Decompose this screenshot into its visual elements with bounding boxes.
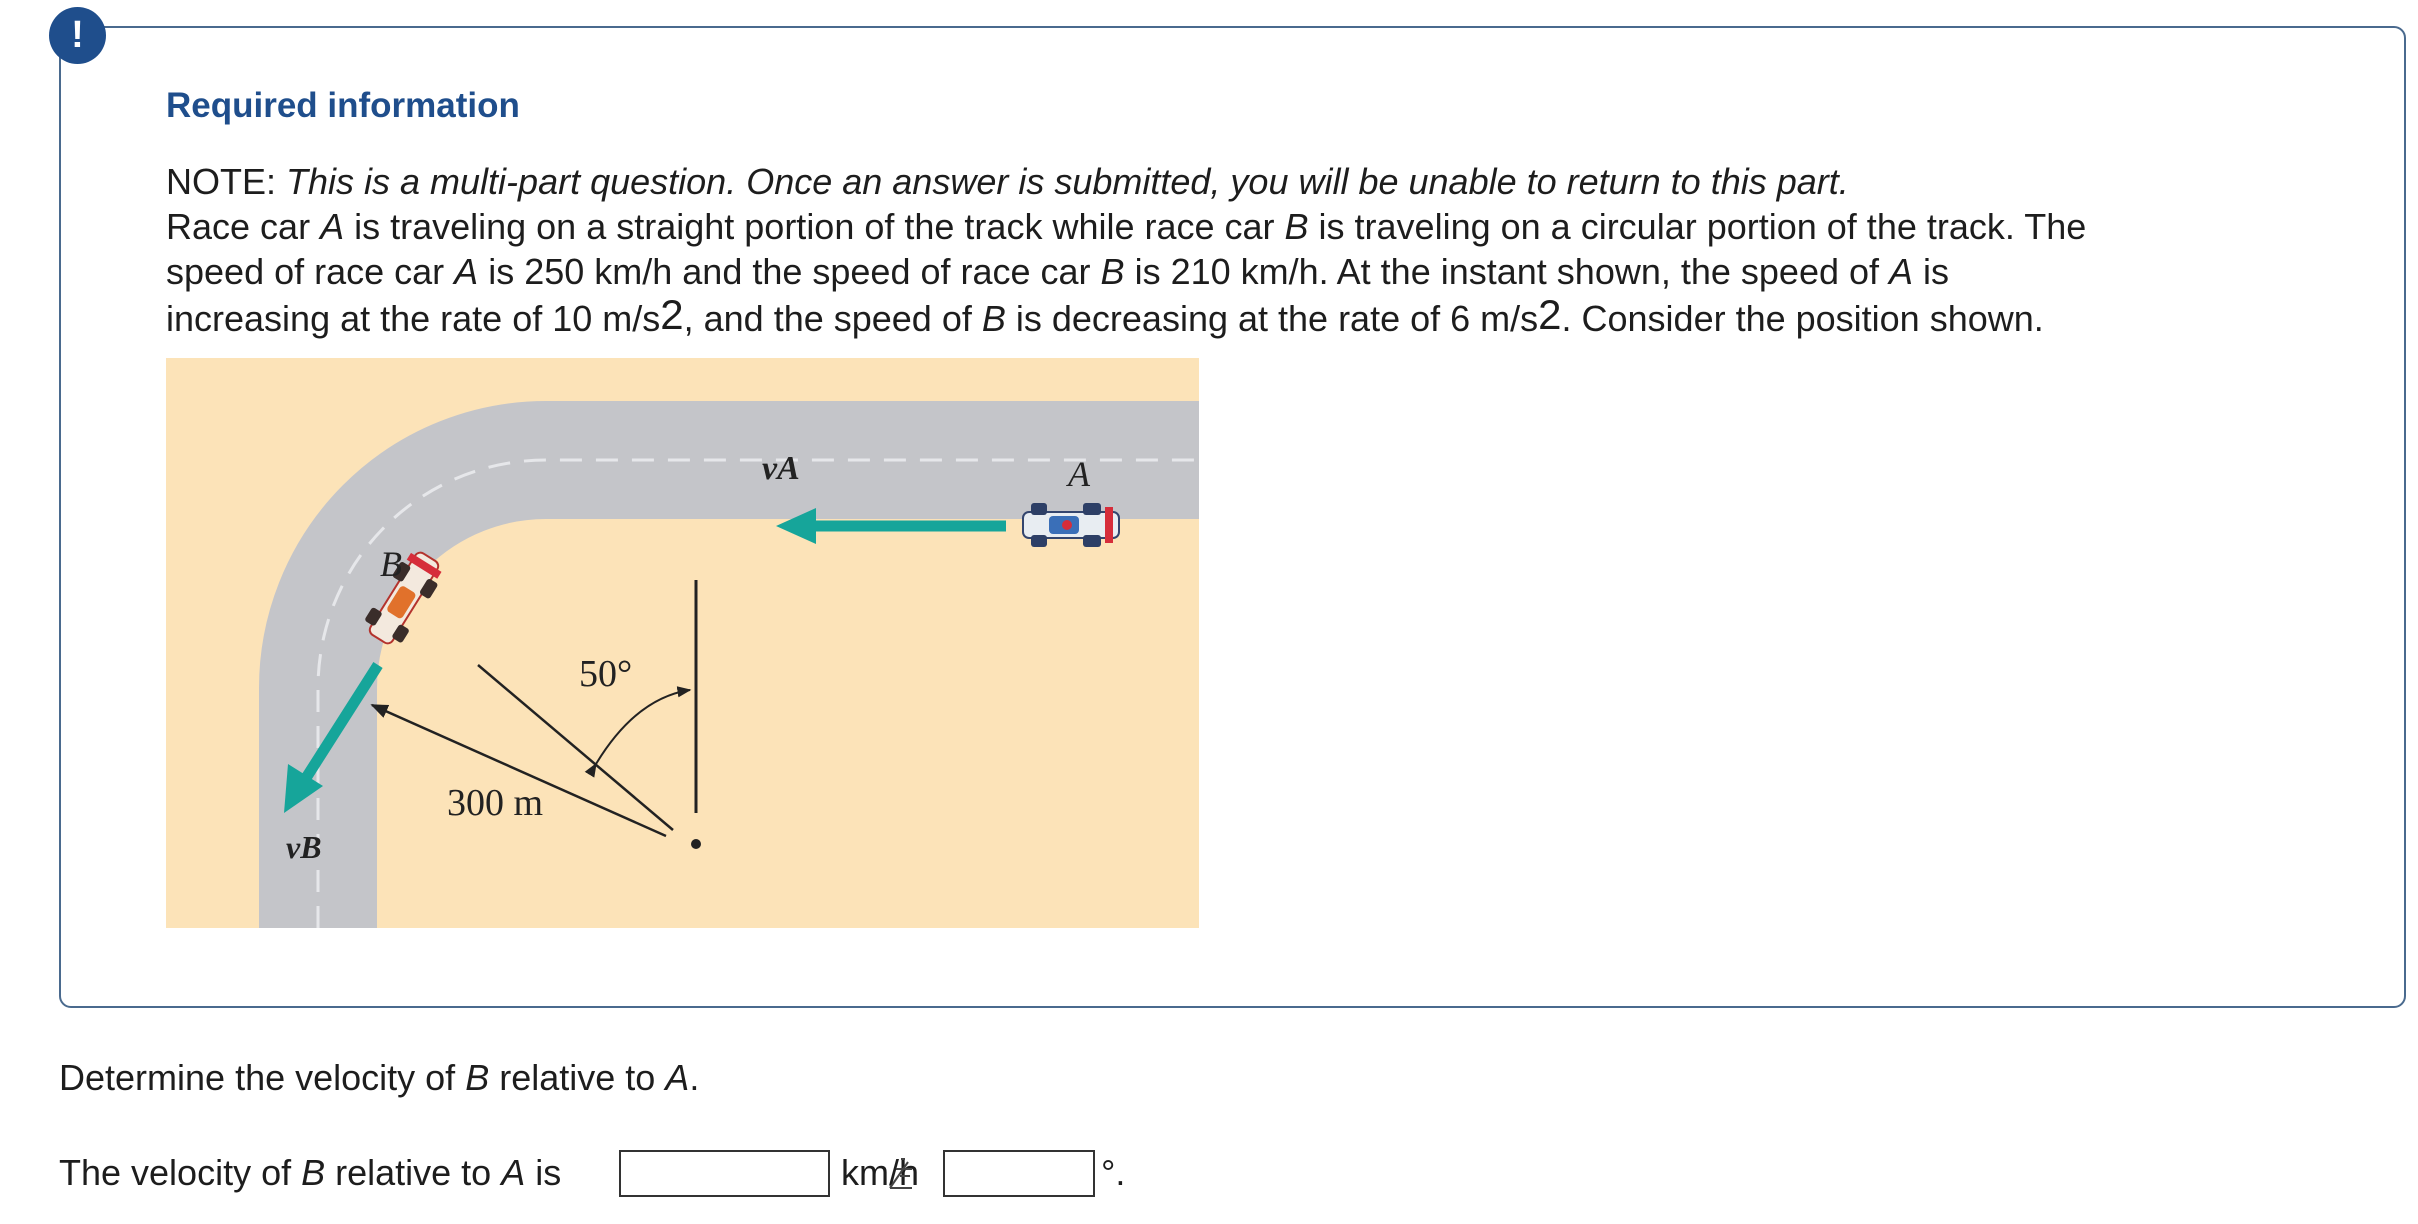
degree-label: °. (1101, 1152, 1126, 1193)
note-text: This is a multi-part question. Once an answer is submitted, you will be unable to return to this part. (286, 161, 1849, 202)
note-label: NOTE: (166, 161, 287, 202)
problem-line-3: increasing at the rate of 10 $m/s^2$, and the speed of B is decreasing at the rate of 6 $m/s^2$. Consider the position shown. (166, 291, 2044, 339)
problem-statement (166, 159, 2396, 341)
velocity-magnitude-input[interactable] (619, 1150, 830, 1197)
note-line (166, 159, 2396, 204)
info-title: Required information (166, 86, 520, 125)
race-track-figure (166, 358, 1199, 928)
problem-line-2: speed of race car A is 250 km/h and the speed of race car B is 210 km/h. At the instant shown, the speed of A is (166, 251, 1950, 292)
label-angle: 50° (579, 653, 633, 695)
direction-angle-input[interactable] (943, 1150, 1095, 1197)
problem-line-1: Race car A is traveling on a straight portion of the track while race car B is traveling on a circular portion of the track. The (166, 206, 2087, 247)
label-a: A (1068, 454, 1090, 494)
label-va: vA (762, 450, 800, 487)
angle-direction-icon[interactable] (886, 1156, 916, 1192)
question-page: ! Required information NOTE: This is a multi-part question. Once an answer is submitted, you will be unable to return to this part. Race car A is traveling on a straight portion of the track while race car B is traveling on a circular portion of the track. The speed of race car A is 250 km/h and the speed of race car B is 210 km/h. At the instant shown, the speed of A is increasing at the rate of 10 $m/s^2$, and the speed of B is decreasing at the rate of 6 $m/s^2$. Consider the position shown. vA A B vB 50° 300 m Determine the velocity of B relative to A. The velocity of B relative to A is km/h °. (0, 0, 2418, 1224)
alert-icon: ! (49, 7, 106, 64)
answer-label: The velocity of B relative to A is (59, 1152, 562, 1193)
label-vb: vB (286, 829, 322, 865)
label-radius: 300 m (447, 782, 544, 824)
question-prompt: Determine the velocity of B relative to A. (59, 1057, 700, 1098)
curve-center-point (691, 839, 701, 849)
label-b: B (380, 544, 402, 584)
